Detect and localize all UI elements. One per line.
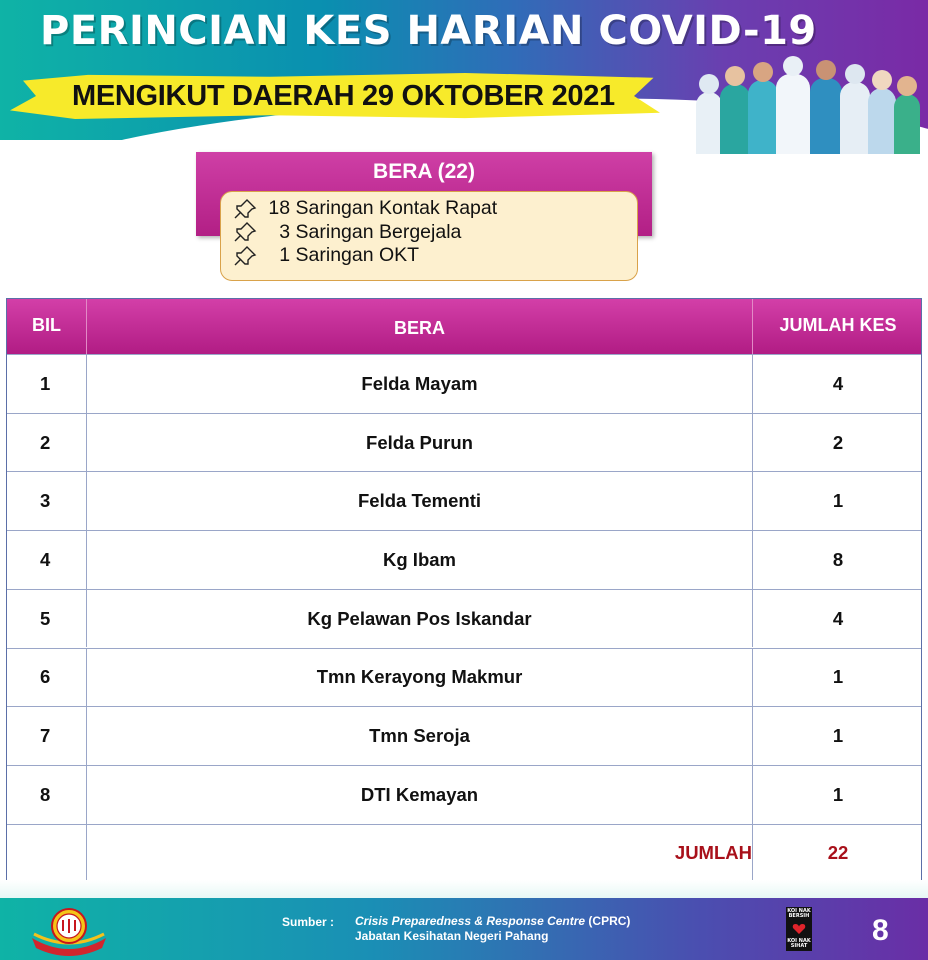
koi-top-text: KOI NAK BERSIH <box>787 908 811 919</box>
row-number: 6 <box>40 666 51 688</box>
row-number: 8 <box>40 783 51 805</box>
summary-item <box>233 244 637 268</box>
pushpin-icon <box>233 221 257 243</box>
summary-item-text: 1 Saringan OKT <box>263 244 420 267</box>
table-row <box>7 648 921 707</box>
table-row <box>7 765 921 824</box>
total-value: 22 <box>827 842 849 864</box>
source-org-abbr: (CPRC) <box>585 914 631 928</box>
row-number: 1 <box>40 372 51 394</box>
summary-item <box>233 221 637 245</box>
table-row <box>7 354 921 413</box>
row-location: Tmn Kerayong Makmur <box>316 666 523 688</box>
table-row <box>7 413 921 472</box>
pushpin-icon <box>233 245 257 267</box>
row-count: 1 <box>832 725 844 747</box>
table-row <box>7 530 921 589</box>
row-location: Felda Tementi <box>357 490 481 512</box>
row-location: Felda Purun <box>366 431 473 453</box>
total-label: JUMLAH <box>674 842 752 864</box>
source-department: Jabatan Kesihatan Negeri Pahang <box>355 929 549 943</box>
table-header <box>7 299 921 354</box>
source-org-name: Crisis Preparedness & Response Centre <box>355 914 586 928</box>
row-count: 4 <box>832 607 844 629</box>
cases-table <box>6 298 922 882</box>
row-location: Kg Pelawan Pos Iskandar <box>307 607 532 629</box>
row-location: Tmn Seroja <box>369 725 470 747</box>
row-count: 8 <box>832 548 844 570</box>
jkn-logo <box>28 904 110 956</box>
table-row <box>7 706 921 765</box>
table-total-row <box>7 824 921 882</box>
table-row <box>7 589 921 648</box>
heart-icon <box>792 923 806 935</box>
pushpin-icon <box>233 198 257 220</box>
row-count: 1 <box>832 490 844 512</box>
row-count: 1 <box>832 783 844 805</box>
table-row <box>7 471 921 530</box>
page-number: 8 <box>872 914 889 947</box>
summary-title: BERA (22) <box>373 160 475 183</box>
row-count: 4 <box>832 372 844 394</box>
row-count: 1 <box>832 666 844 688</box>
row-number: 7 <box>40 725 51 747</box>
row-number: 2 <box>40 431 51 453</box>
row-location: DTI Kemayan <box>360 783 479 805</box>
source-label: Sumber : <box>282 915 335 929</box>
column-header-bil: BIL <box>32 315 61 335</box>
health-workers-illustration <box>690 62 922 154</box>
row-location: Felda Mayam <box>361 372 478 394</box>
row-location: Kg Ibam <box>383 548 456 570</box>
footer-fade <box>0 880 928 900</box>
row-number: 4 <box>40 548 51 570</box>
row-number: 3 <box>40 490 51 512</box>
koi-nak-sihat-logo <box>786 907 812 951</box>
summary-item <box>233 197 637 221</box>
source-organization <box>355 914 630 928</box>
page-subtitle: MENGIKUT DAERAH 29 OKTOBER 2021 <box>72 80 615 112</box>
koi-bottom-text: KOI NAK SIHAT <box>787 938 811 949</box>
summary-item-text: 18 Saringan Kontak Rapat <box>263 197 498 220</box>
row-count: 2 <box>832 431 844 453</box>
column-header-count: JUMLAH KES <box>779 315 897 335</box>
summary-item-text: 3 Saringan Bergejala <box>263 220 462 243</box>
column-header-location: BERA <box>393 318 445 338</box>
row-number: 5 <box>40 607 51 629</box>
summary-box <box>220 191 638 281</box>
page-title: PERINCIAN KES HARIAN COVID-19 <box>40 8 817 54</box>
